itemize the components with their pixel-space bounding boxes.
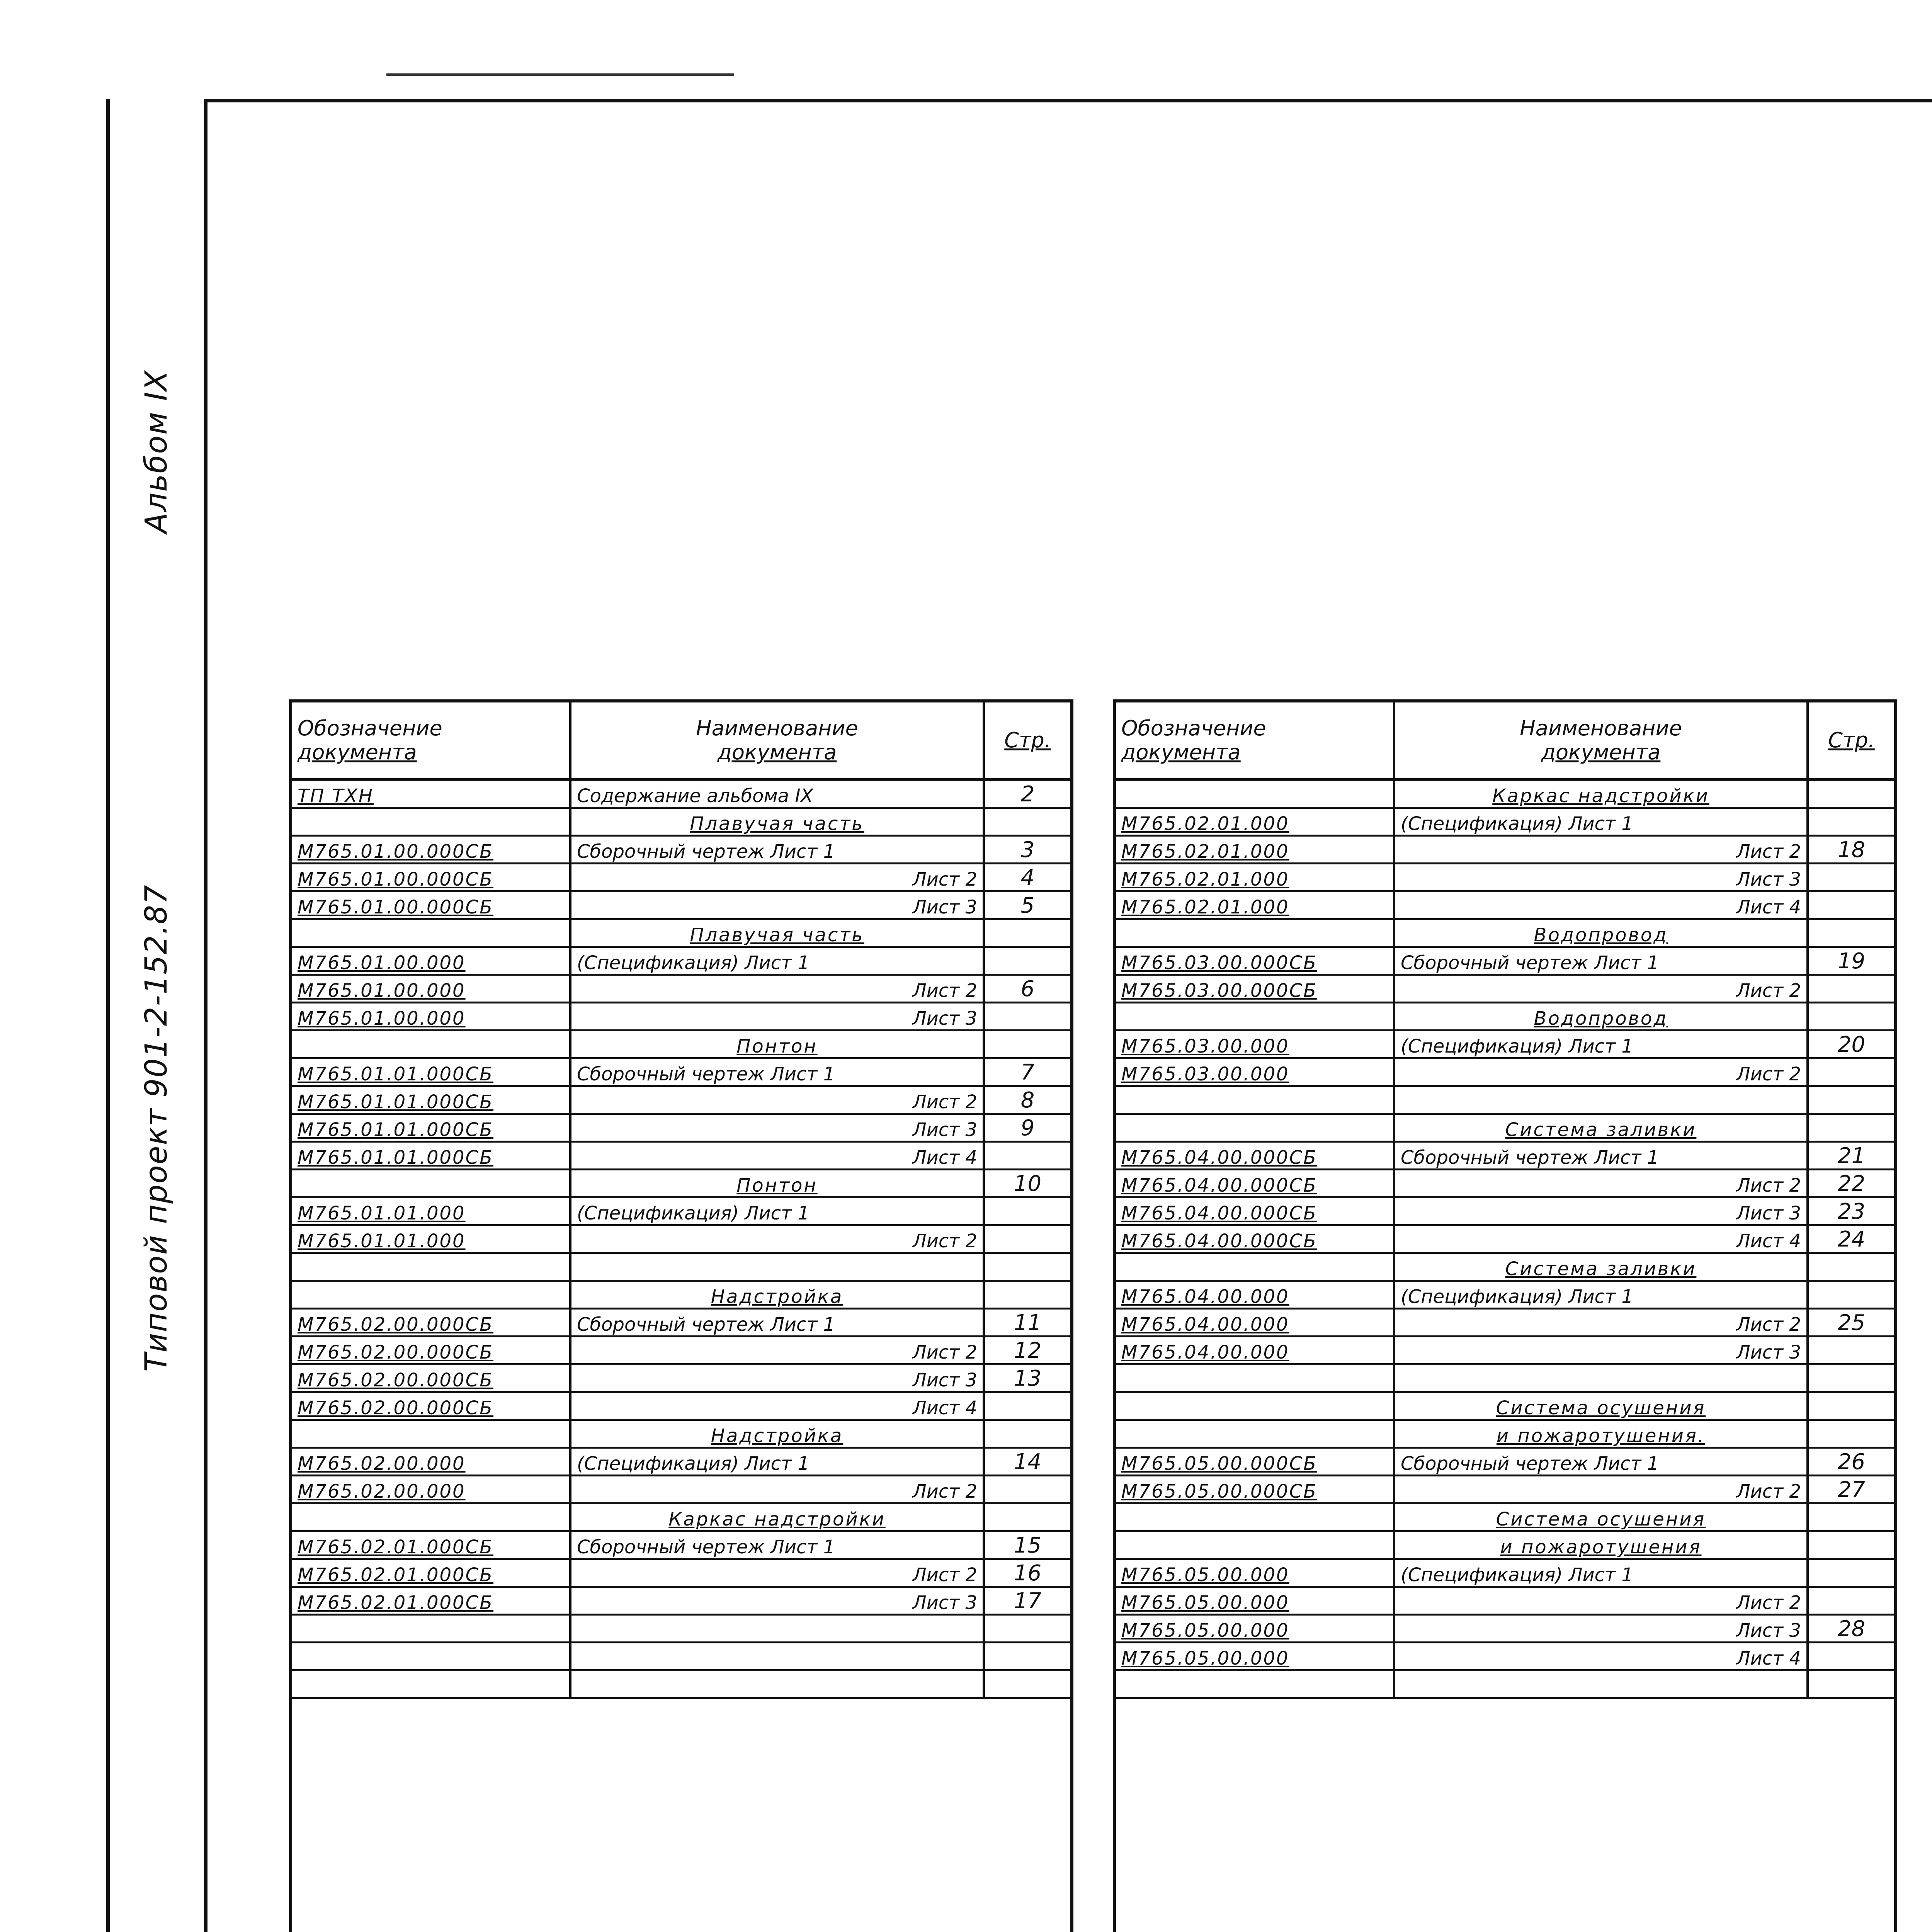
toc-row bbox=[292, 1336, 1070, 1364]
doc-page bbox=[1808, 1336, 1894, 1364]
doc-page: 22 bbox=[1808, 1169, 1894, 1197]
doc-page bbox=[984, 1642, 1070, 1670]
toc-row bbox=[1116, 1281, 1894, 1308]
doc-designation: М765.05.00.000 bbox=[1121, 1592, 1289, 1614]
doc-name: (Спецификация) Лист 1 bbox=[570, 1447, 984, 1475]
doc-page bbox=[1808, 1253, 1894, 1281]
doc-name: Лист 4 bbox=[1394, 1225, 1808, 1253]
doc-designation: М765.01.01.000СБ bbox=[298, 1119, 494, 1141]
doc-name bbox=[1394, 1670, 1808, 1698]
top-scan-line bbox=[386, 73, 734, 76]
toc-row bbox=[1116, 1114, 1894, 1141]
album-label: Альбом IX bbox=[139, 369, 174, 533]
doc-page: 8 bbox=[984, 1086, 1070, 1114]
doc-name: Сборочный чертеж Лист 1 bbox=[570, 1531, 984, 1559]
toc-row bbox=[292, 1475, 1070, 1503]
toc-row bbox=[1116, 1447, 1894, 1475]
doc-page: 3 bbox=[984, 835, 1070, 863]
doc-page bbox=[984, 1141, 1070, 1169]
toc-row bbox=[1116, 835, 1894, 863]
doc-page: 4 bbox=[984, 863, 1070, 891]
doc-designation: М765.05.00.000СБ bbox=[1121, 1480, 1318, 1502]
doc-name: Сборочный чертеж Лист 1 bbox=[1394, 1141, 1808, 1169]
doc-designation: М765.02.00.000СБ bbox=[298, 1313, 494, 1335]
doc-name: Сборочный чертеж Лист 1 bbox=[570, 1058, 984, 1086]
doc-name: Лист 2 bbox=[1394, 1058, 1808, 1086]
doc-page: 11 bbox=[984, 1308, 1070, 1336]
doc-name: Лист 3 bbox=[570, 1002, 984, 1030]
doc-page bbox=[1808, 1058, 1894, 1086]
doc-name: Лист 3 bbox=[1394, 1614, 1808, 1642]
toc-row bbox=[292, 780, 1070, 808]
doc-page bbox=[984, 1281, 1070, 1308]
toc-row bbox=[292, 1281, 1070, 1308]
doc-page bbox=[1808, 1114, 1894, 1141]
doc-designation: М765.04.00.000СБ bbox=[1121, 1146, 1318, 1168]
toc-row bbox=[1116, 1614, 1894, 1642]
doc-name: Лист 3 bbox=[1394, 1197, 1808, 1225]
toc-row bbox=[1116, 1364, 1894, 1392]
doc-designation: М765.02.00.000СБ bbox=[298, 1397, 494, 1419]
doc-name: Лист 2 bbox=[570, 1225, 984, 1253]
toc-row bbox=[292, 1141, 1070, 1169]
doc-name: Лист 2 bbox=[1394, 1169, 1808, 1197]
doc-name: Надстройка bbox=[570, 1420, 984, 1447]
doc-name: Система осушения bbox=[1394, 1503, 1808, 1531]
doc-name: Система осушения bbox=[1394, 1392, 1808, 1420]
doc-name: и пожаротушения. bbox=[1394, 1420, 1808, 1447]
doc-page: 17 bbox=[984, 1587, 1070, 1614]
doc-name: Лист 3 bbox=[570, 1114, 984, 1141]
doc-designation bbox=[292, 1503, 570, 1531]
doc-designation: М765.01.00.000СБ bbox=[298, 840, 494, 862]
doc-name: Водопровод bbox=[1394, 1002, 1808, 1030]
doc-name: Лист 2 bbox=[1394, 1587, 1808, 1614]
doc-name: Плавучая часть bbox=[570, 808, 984, 835]
doc-designation: М765.02.00.000 bbox=[298, 1480, 466, 1502]
doc-name: и пожаротушения bbox=[1394, 1531, 1808, 1559]
toc-row bbox=[292, 1002, 1070, 1030]
doc-designation bbox=[1116, 1420, 1394, 1447]
doc-designation bbox=[1116, 1503, 1394, 1531]
doc-page: 15 bbox=[984, 1531, 1070, 1559]
doc-name: Понтон bbox=[570, 1169, 984, 1197]
doc-name: Лист 4 bbox=[570, 1392, 984, 1420]
col-header-designation: Обозначение документа bbox=[1116, 702, 1394, 780]
doc-name: Сборочный чертеж Лист 1 bbox=[1394, 947, 1808, 975]
doc-name: Лист 2 bbox=[570, 975, 984, 1002]
doc-page bbox=[984, 1420, 1070, 1447]
doc-page: 18 bbox=[1808, 835, 1894, 863]
col-header-page: Стр. bbox=[984, 702, 1070, 780]
toc-row bbox=[292, 1531, 1070, 1559]
doc-page bbox=[1808, 1281, 1894, 1308]
doc-page: 6 bbox=[984, 975, 1070, 1002]
doc-designation: ТП ТХН bbox=[298, 785, 374, 807]
doc-page: 14 bbox=[984, 1447, 1070, 1475]
doc-designation: М765.02.01.000 bbox=[1121, 896, 1289, 918]
project-label: Типовой проект 901-2-152.87 bbox=[139, 884, 174, 1372]
doc-name: (Спецификация) Лист 1 bbox=[570, 947, 984, 975]
doc-page bbox=[1808, 1670, 1894, 1698]
toc-row bbox=[1116, 1086, 1894, 1114]
toc-row bbox=[1116, 1475, 1894, 1503]
toc-row bbox=[1116, 919, 1894, 947]
doc-designation: М765.01.00.000 bbox=[298, 1007, 466, 1029]
doc-designation bbox=[292, 1420, 570, 1447]
doc-designation bbox=[292, 1281, 570, 1308]
doc-designation bbox=[292, 1169, 570, 1197]
doc-name: Лист 2 bbox=[1394, 1308, 1808, 1336]
doc-name: (Спецификация) Лист 1 bbox=[1394, 808, 1808, 835]
toc-row bbox=[292, 808, 1070, 835]
doc-designation bbox=[292, 1614, 570, 1642]
doc-designation bbox=[1116, 1114, 1394, 1141]
doc-name: (Спецификация) Лист 1 bbox=[1394, 1281, 1808, 1308]
doc-designation bbox=[292, 1253, 570, 1281]
doc-page bbox=[984, 808, 1070, 835]
doc-name: Содержание альбома IX bbox=[570, 780, 984, 808]
doc-designation: М765.04.00.000 bbox=[1121, 1313, 1289, 1335]
toc-row bbox=[292, 1086, 1070, 1114]
doc-page bbox=[984, 1475, 1070, 1503]
toc-row bbox=[1116, 1030, 1894, 1058]
toc-row bbox=[1116, 1002, 1894, 1030]
doc-designation: М765.04.00.000СБ bbox=[1121, 1202, 1318, 1224]
toc-row bbox=[292, 1169, 1070, 1197]
toc-row bbox=[292, 1114, 1070, 1141]
toc-row bbox=[1116, 1336, 1894, 1364]
doc-name: Лист 3 bbox=[1394, 1336, 1808, 1364]
toc-row bbox=[292, 1587, 1070, 1614]
doc-page bbox=[1808, 1503, 1894, 1531]
doc-name bbox=[570, 1614, 984, 1642]
doc-name: Лист 2 bbox=[570, 1475, 984, 1503]
doc-designation: М765.04.00.000СБ bbox=[1121, 1230, 1318, 1252]
doc-name: Лист 4 bbox=[570, 1141, 984, 1169]
doc-name: Лист 4 bbox=[1394, 891, 1808, 919]
doc-designation bbox=[292, 1642, 570, 1670]
toc-row bbox=[1116, 1670, 1894, 1698]
toc-row bbox=[292, 1253, 1070, 1281]
doc-designation: М765.01.01.000СБ bbox=[298, 1063, 494, 1085]
doc-designation: М765.02.00.000СБ bbox=[298, 1369, 494, 1391]
doc-designation bbox=[1116, 780, 1394, 808]
doc-name: (Спецификация) Лист 1 bbox=[570, 1197, 984, 1225]
doc-designation bbox=[292, 808, 570, 835]
doc-designation: М765.05.00.000 bbox=[1121, 1564, 1289, 1586]
doc-designation bbox=[1116, 1253, 1394, 1281]
toc-row bbox=[292, 1058, 1070, 1086]
toc-row bbox=[1116, 891, 1894, 919]
doc-page: 2 bbox=[984, 780, 1070, 808]
doc-name: Каркас надстройки bbox=[570, 1503, 984, 1531]
toc-row bbox=[292, 1614, 1070, 1642]
doc-page bbox=[984, 1614, 1070, 1642]
toc-row bbox=[1116, 780, 1894, 808]
doc-page bbox=[1808, 1642, 1894, 1670]
doc-page bbox=[1808, 1531, 1894, 1559]
toc-row bbox=[1116, 975, 1894, 1002]
doc-page: 9 bbox=[984, 1114, 1070, 1141]
doc-designation bbox=[292, 1030, 570, 1058]
doc-name bbox=[570, 1253, 984, 1281]
doc-name: Плавучая часть bbox=[570, 919, 984, 947]
doc-name: (Спецификация) Лист 1 bbox=[1394, 1559, 1808, 1587]
doc-name: Лист 3 bbox=[1394, 863, 1808, 891]
doc-designation bbox=[292, 919, 570, 947]
doc-page bbox=[1808, 1086, 1894, 1114]
doc-page bbox=[1808, 863, 1894, 891]
toc-row bbox=[292, 1392, 1070, 1420]
left-contents-table bbox=[289, 699, 1073, 1932]
doc-name: Понтон bbox=[570, 1030, 984, 1058]
toc-row bbox=[292, 1030, 1070, 1058]
doc-name: Система заливки bbox=[1394, 1253, 1808, 1281]
toc-row bbox=[1116, 1169, 1894, 1197]
doc-page bbox=[984, 919, 1070, 947]
doc-page: 7 bbox=[984, 1058, 1070, 1086]
doc-name: Лист 2 bbox=[570, 1559, 984, 1587]
doc-name: Лист 2 bbox=[570, 1086, 984, 1114]
doc-designation bbox=[1116, 919, 1394, 947]
doc-page: 19 bbox=[1808, 947, 1894, 975]
doc-designation: М765.02.00.000СБ bbox=[298, 1341, 494, 1363]
doc-designation: М765.02.01.000СБ bbox=[298, 1592, 494, 1614]
doc-designation: М765.03.00.000СБ bbox=[1121, 952, 1318, 974]
toc-row bbox=[1116, 1141, 1894, 1169]
toc-row bbox=[292, 1225, 1070, 1253]
toc-row bbox=[292, 1503, 1070, 1531]
doc-page: 5 bbox=[984, 891, 1070, 919]
doc-name: Лист 3 bbox=[570, 1587, 984, 1614]
doc-designation: М765.01.00.000 bbox=[298, 952, 466, 974]
doc-page bbox=[984, 947, 1070, 975]
toc-row bbox=[292, 975, 1070, 1002]
doc-designation: М765.02.01.000 bbox=[1121, 840, 1289, 862]
doc-designation: М765.01.00.000 bbox=[298, 980, 466, 1002]
doc-name: Лист 3 bbox=[570, 891, 984, 919]
doc-page: 10 bbox=[984, 1169, 1070, 1197]
doc-designation: М765.05.00.000 bbox=[1121, 1619, 1289, 1641]
doc-page bbox=[1808, 1420, 1894, 1447]
doc-page bbox=[1808, 975, 1894, 1002]
doc-name: Лист 2 bbox=[1394, 975, 1808, 1002]
toc-row bbox=[1116, 1587, 1894, 1614]
doc-designation: М765.02.01.000 bbox=[1121, 813, 1289, 835]
doc-name: Водопровод bbox=[1394, 919, 1808, 947]
doc-name bbox=[570, 1642, 984, 1670]
toc-row bbox=[1116, 863, 1894, 891]
toc-row bbox=[292, 1559, 1070, 1587]
doc-page bbox=[984, 1225, 1070, 1253]
doc-designation bbox=[1116, 1364, 1394, 1392]
toc-row bbox=[1116, 1225, 1894, 1253]
toc-row bbox=[292, 1420, 1070, 1447]
toc-row bbox=[1116, 1531, 1894, 1559]
doc-name: Сборочный чертеж Лист 1 bbox=[1394, 1447, 1808, 1475]
doc-page bbox=[1808, 919, 1894, 947]
toc-row bbox=[292, 1670, 1070, 1698]
doc-designation: М765.01.01.000 bbox=[298, 1202, 466, 1224]
doc-page: 27 bbox=[1808, 1475, 1894, 1503]
toc-row bbox=[1116, 1420, 1894, 1447]
toc-row bbox=[292, 1364, 1070, 1392]
doc-name: Лист 2 bbox=[1394, 835, 1808, 863]
right-contents-table bbox=[1113, 699, 1897, 1932]
doc-name: Лист 3 bbox=[570, 1364, 984, 1392]
doc-name: (Спецификация) Лист 1 bbox=[1394, 1030, 1808, 1058]
doc-page bbox=[984, 1197, 1070, 1225]
doc-designation bbox=[1116, 1002, 1394, 1030]
toc-row bbox=[1116, 1642, 1894, 1670]
doc-designation: М765.05.00.000СБ bbox=[1121, 1452, 1318, 1475]
toc-row bbox=[1116, 1308, 1894, 1336]
toc-row bbox=[292, 1642, 1070, 1670]
doc-name bbox=[570, 1670, 984, 1698]
toc-row bbox=[292, 1197, 1070, 1225]
toc-row bbox=[1116, 947, 1894, 975]
doc-page bbox=[1808, 1002, 1894, 1030]
doc-page bbox=[1808, 780, 1894, 808]
doc-page: 16 bbox=[984, 1559, 1070, 1587]
doc-name: Лист 2 bbox=[1394, 1475, 1808, 1503]
doc-page bbox=[984, 1002, 1070, 1030]
doc-name: Лист 4 bbox=[1394, 1642, 1808, 1670]
doc-designation: М765.01.01.000СБ bbox=[298, 1146, 494, 1168]
doc-name: Лист 2 bbox=[570, 1336, 984, 1364]
toc-row bbox=[292, 891, 1070, 919]
doc-page bbox=[984, 1030, 1070, 1058]
doc-page bbox=[984, 1392, 1070, 1420]
toc-row bbox=[1116, 1392, 1894, 1420]
doc-designation: М765.04.00.000СБ bbox=[1121, 1174, 1318, 1196]
toc-row bbox=[1116, 1503, 1894, 1531]
toc-row bbox=[292, 863, 1070, 891]
doc-name: Каркас надстройки bbox=[1394, 780, 1808, 808]
doc-designation bbox=[1116, 1670, 1394, 1698]
doc-page bbox=[1808, 808, 1894, 835]
doc-designation: М765.02.01.000СБ bbox=[298, 1536, 494, 1558]
doc-page: 24 bbox=[1808, 1225, 1894, 1253]
col-header-name: Наименование документа bbox=[570, 702, 984, 780]
toc-row bbox=[1116, 1253, 1894, 1281]
doc-page bbox=[984, 1670, 1070, 1698]
doc-page: 21 bbox=[1808, 1141, 1894, 1169]
doc-designation: М765.04.00.000 bbox=[1121, 1341, 1289, 1363]
doc-page bbox=[1808, 1587, 1894, 1614]
doc-page bbox=[984, 1253, 1070, 1281]
doc-designation bbox=[1116, 1531, 1394, 1559]
col-header-page: Стр. bbox=[1808, 702, 1894, 780]
doc-designation: М765.03.00.000СБ bbox=[1121, 980, 1318, 1002]
doc-name: Надстройка bbox=[570, 1281, 984, 1308]
doc-designation: М765.01.00.000СБ bbox=[298, 868, 494, 890]
doc-page bbox=[1808, 1364, 1894, 1392]
doc-designation: М765.02.01.000СБ bbox=[298, 1564, 494, 1586]
toc-row bbox=[292, 919, 1070, 947]
doc-page: 20 bbox=[1808, 1030, 1894, 1058]
doc-designation: М765.02.00.000 bbox=[298, 1452, 466, 1475]
col-header-designation: Обозначение документа bbox=[292, 702, 570, 780]
toc-row bbox=[292, 947, 1070, 975]
doc-designation: М765.05.00.000 bbox=[1121, 1647, 1289, 1669]
doc-name: Сборочный чертеж Лист 1 bbox=[570, 835, 984, 863]
doc-page bbox=[1808, 1392, 1894, 1420]
doc-designation: М765.01.00.000СБ bbox=[298, 896, 494, 918]
toc-row bbox=[1116, 1058, 1894, 1086]
doc-designation: М765.02.01.000 bbox=[1121, 868, 1289, 890]
doc-designation bbox=[1116, 1392, 1394, 1420]
doc-designation: М765.03.00.000 bbox=[1121, 1063, 1289, 1085]
doc-page bbox=[1808, 891, 1894, 919]
toc-row bbox=[292, 1447, 1070, 1475]
doc-name: Лист 2 bbox=[570, 863, 984, 891]
doc-page: 13 bbox=[984, 1364, 1070, 1392]
doc-designation: М765.01.01.000 bbox=[298, 1230, 466, 1252]
doc-designation: М765.03.00.000 bbox=[1121, 1035, 1289, 1057]
doc-designation bbox=[1116, 1086, 1394, 1114]
toc-row bbox=[1116, 1197, 1894, 1225]
doc-name: Система заливки bbox=[1394, 1114, 1808, 1141]
doc-page bbox=[1808, 1559, 1894, 1587]
col-header-name: Наименование документа bbox=[1394, 702, 1808, 780]
doc-page: 25 bbox=[1808, 1308, 1894, 1336]
doc-name bbox=[1394, 1086, 1808, 1114]
toc-row bbox=[292, 1308, 1070, 1336]
toc-row bbox=[292, 835, 1070, 863]
doc-designation: М765.04.00.000 bbox=[1121, 1286, 1289, 1308]
doc-page: 28 bbox=[1808, 1614, 1894, 1642]
doc-name bbox=[1394, 1364, 1808, 1392]
doc-designation: М765.01.01.000СБ bbox=[298, 1091, 494, 1113]
doc-page: 26 bbox=[1808, 1447, 1894, 1475]
toc-row bbox=[1116, 1559, 1894, 1587]
toc-row bbox=[1116, 808, 1894, 835]
doc-page bbox=[984, 1503, 1070, 1531]
doc-page: 23 bbox=[1808, 1197, 1894, 1225]
doc-name: Сборочный чертеж Лист 1 bbox=[570, 1308, 984, 1336]
doc-designation bbox=[292, 1670, 570, 1698]
doc-page: 12 bbox=[984, 1336, 1070, 1364]
